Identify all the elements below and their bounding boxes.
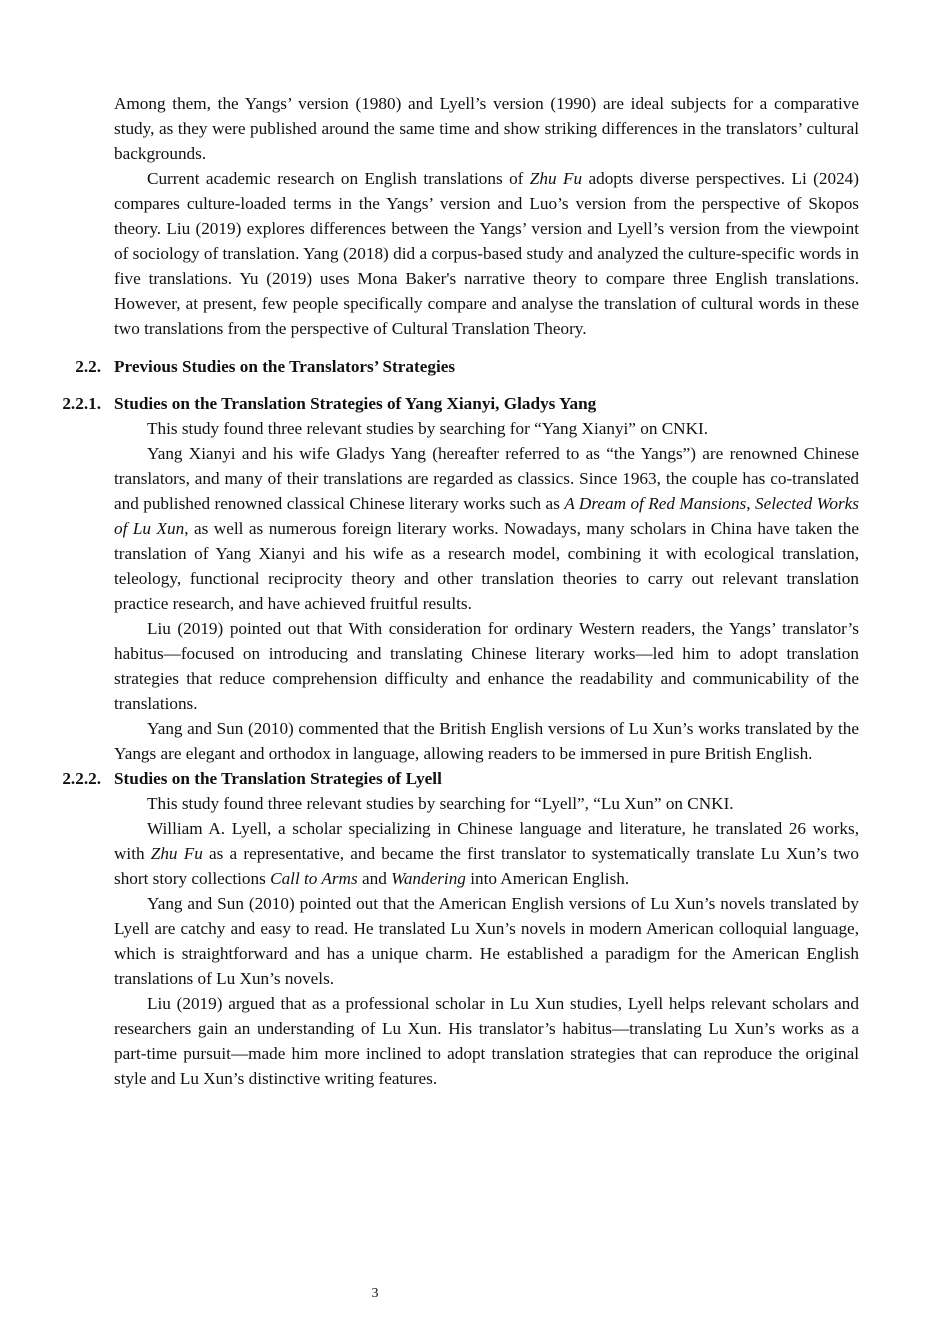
italic-title: A Dream of Red Mansions [564,494,747,513]
paragraph: Yang and Sun (2010) pointed out that the American English versions of Lu Xun’s novels translated by Lyell are catchy and easy to read. He translated Lu Xun’s novels in modern American colloquial language, which is straightforward and has a unique charm. He established a paradigm for the American English translations of Lu Xun’s novels. [114,894,859,988]
text-run: Current academic research on English translations of [147,169,530,188]
paragraph: Yang and Sun (2010) commented that the British English versions of Lu Xun’s works translated by the Yangs are elegant and orthodox in language, allowing readers to be immersed in pure British English. [114,719,859,763]
section-number: 2.2. [75,357,101,376]
text-run: into American English. [465,869,630,888]
paragraph: This study found three relevant studies by searching for “Lyell”, “Lu Xun” on CNKI. [147,794,734,813]
intro-paragraph-2 [114,166,859,341]
paragraph [114,816,859,891]
section-title: Previous Studies on the Translators’ Strategies [114,357,456,376]
section-title: Studies on the Translation Strategies of Lyell [114,769,442,788]
text-run: William A. Lyell, a scholar specializing in Chinese language and literature, he translated 26 works, with [114,819,859,863]
paragraph: Liu (2019) pointed out that With consideration for ordinary Western readers, the Yangs’ translator’s habitus—focused on introducing and translating Chinese literary works—led him to adopt translation strategies that reduce comprehension difficulty and enhance the readability and communicability of the translations. [114,619,859,713]
page-number: 3 [371,1286,379,1301]
text-run: Yang Xianyi and his wife Gladys Yang (hereafter referred to as “the Yangs”) are renowned Chinese translators, and many of their translations are regarded as classics. Since 1963, the couple has co-translated and published renowned classical Chinese literary works such as [114,444,859,513]
page-body [62,91,860,1091]
paragraph: Liu (2019) argued that as a professional scholar in Lu Xun studies, Lyell helps relevant scholars and researchers gain an understanding of Lu Xun. His translator’s habitus—translating Lu Xun’s works as a part-time pursuit—made him more inclined to adopt translation strategies that can reproduce the original style and Lu Xun’s distinctive writing features. [114,994,859,1088]
section-heading-2-2-2 [62,766,859,791]
section-number: 2.2.2. [62,769,101,788]
italic-title: Call to Arms [270,869,358,888]
paragraph: This study found three relevant studies by searching for “Yang Xianyi” on CNKI. [147,419,709,438]
section-heading-2-2-1 [62,391,859,416]
text-run: , as well as numerous foreign literary works. Nowadays, many scholars in China have taken the translation of Yang Xianyi and his wife as a research model, combining it with ecological translation, teleology, functional reciprocity theory and other translation theories to carry out relevant translation practice research, and have achieved fruitful results. [114,519,859,613]
section-heading-2-2 [75,354,859,379]
text-run: adopts diverse perspectives. Li (2024) compares culture-loaded terms in the Yangs’ version and Luo’s version from the perspective of Skopos theory. Liu (2019) explores differences between the Yangs’ version and Lyell’s version from the viewpoint of sociology of translation. Yang (2018) did a corpus-based study and analyzed the culture-specific words in five translations. Yu (2019) uses Mona Baker's narrative theory to compare three English translations. However, at present, few people specifically compare and analyse the translation of cultural words in these two translations from the perspective of Cultural Translation Theory. [114,169,859,338]
section-number: 2.2.1. [62,394,101,413]
intro-paragraph-1: Among them, the Yangs’ version (1980) and Lyell’s version (1990) are ideal subjects for a comparative study, as they were published around the same time and show striking differences in the translators’ cultural backgrounds. [114,94,859,163]
paragraph [114,441,859,616]
section-title: Studies on the Translation Strategies of Yang Xianyi, Gladys Yang [114,394,597,413]
italic-title: Wandering [391,869,466,888]
text-run: , [746,494,755,513]
text-run: and [357,869,392,888]
text-run: as a representative, and became the first translator to systematically translate Lu Xun’s two short story collections [114,844,859,888]
italic-title: Selected Works of Lu Xun [114,494,860,538]
italic-title: Zhu Fu [529,169,583,188]
italic-title: Zhu Fu [150,844,203,863]
